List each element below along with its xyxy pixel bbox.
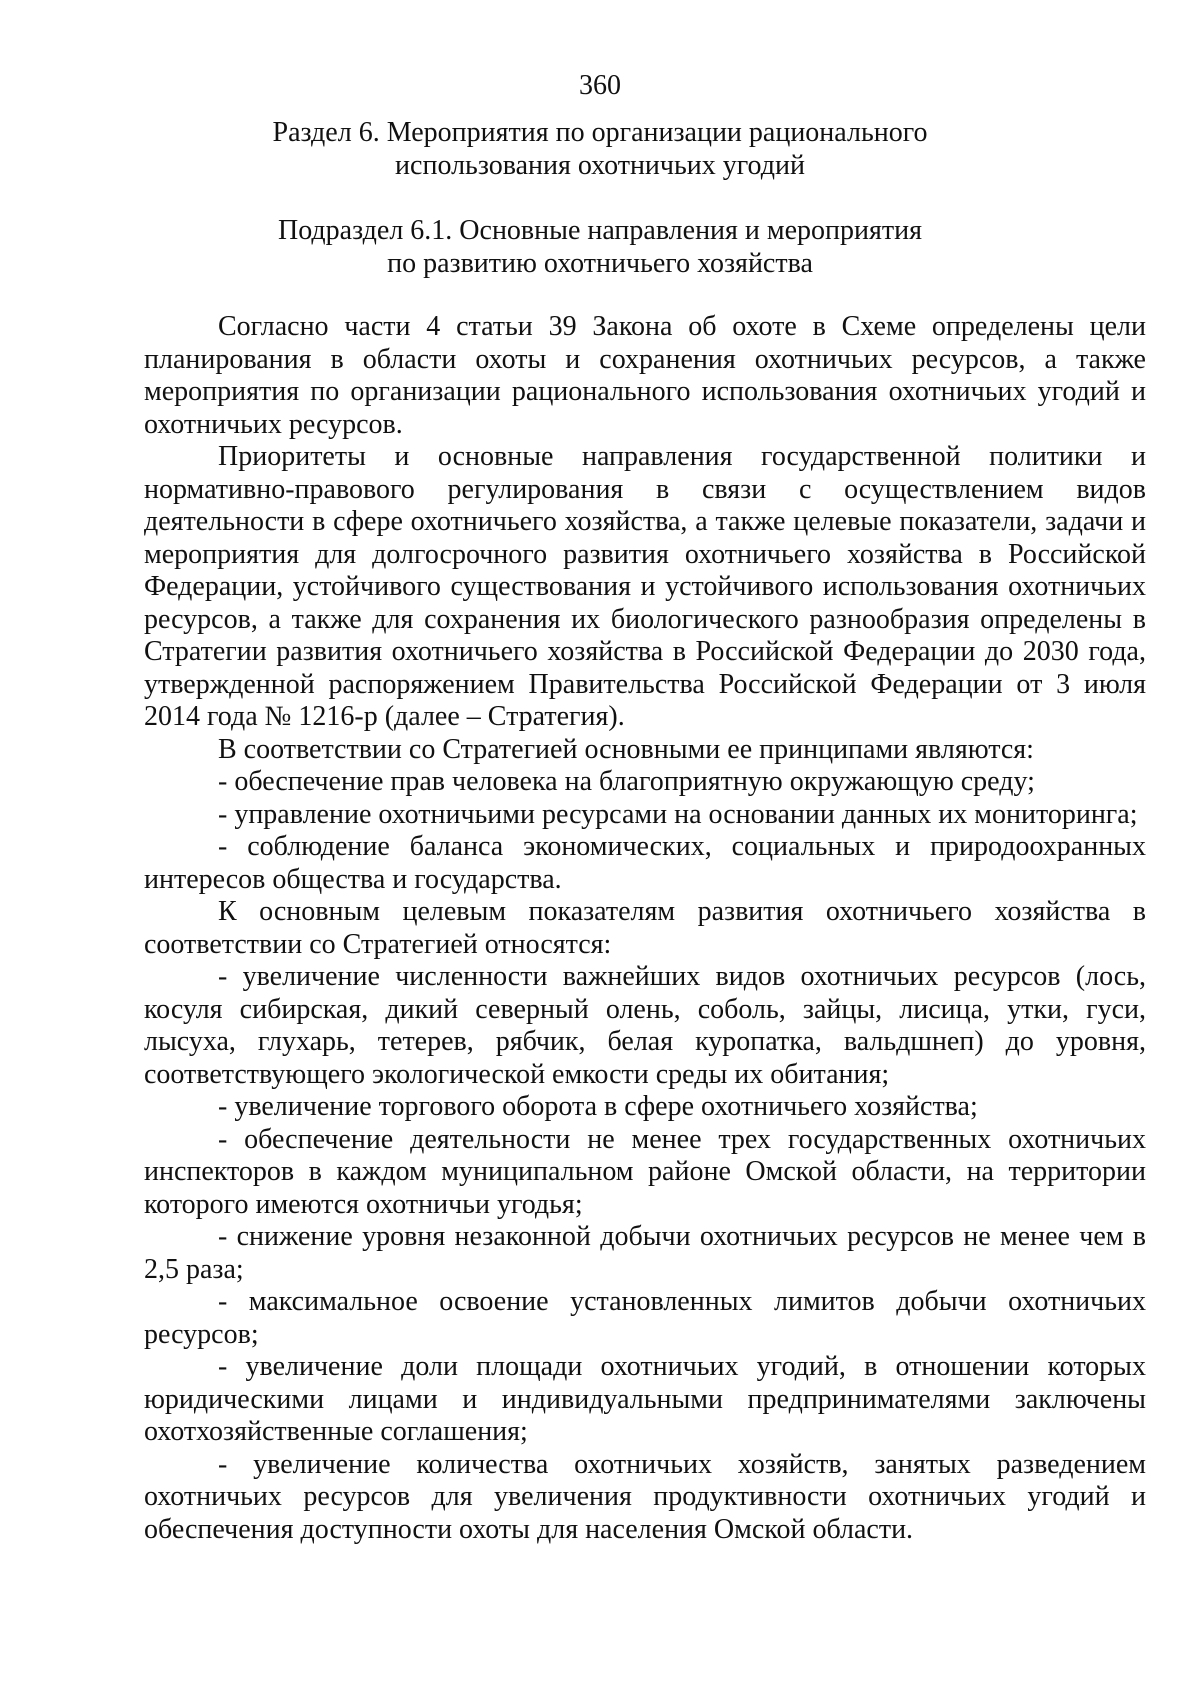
subsection-heading [0, 214, 1200, 280]
page-number: 360 [579, 70, 621, 101]
list-item: - увеличение торгового оборота в сфере охотничьего хозяйства; [218, 1091, 978, 1122]
section-heading-line-2: использования охотничьих угодий [395, 150, 805, 181]
list-item: - снижение уровня незаконной добычи охотничьих ресурсов не менее чем в 2,5 раза; [144, 1221, 1146, 1285]
body-text [144, 311, 1146, 1546]
subsection-heading-line-2: по развитию охотничьего хозяйства [387, 248, 813, 279]
paragraph-indicators-intro: К основным целевым показателям развития охотничьего хозяйства в соответствии со Стратегией относятся: [144, 896, 1146, 960]
list-item: - увеличение количества охотничьих хозяйств, занятых разведением охотничьих ресурсов для увеличения продуктивности охотничьих угодий и обеспечения доступности охоты для населения Омской области. [144, 1448, 1146, 1545]
list-item: - увеличение доли площади охотничьих угодий, в отношении которых юридическими лицами и индивидуальными предпринимателями заключены охотхозяйственные соглашения; [144, 1351, 1146, 1447]
paragraph-principles-intro: В соответствии со Стратегией основными ее принципами являются: [218, 733, 1034, 765]
list-item: - максимальное освоение установленных лимитов добычи охотничьих ресурсов; [144, 1286, 1146, 1350]
list-item: - увеличение численности важнейших видов охотничьих ресурсов (лось, косуля сибирская, дикий северный олень, соболь, зайцы, лисица, утки, гуси, лысуха, глухарь, тетерев, рябчик, белая куропатка, вальдшнеп) до уровня, соответствующего экологической емкости среды их обитания; [144, 961, 1146, 1090]
subsection-heading-line-1: Подраздел 6.1. Основные направления и мероприятия [278, 215, 922, 246]
list-item: - соблюдение баланса экономических, социальных и природоохранных интересов общества и государства. [144, 831, 1146, 895]
list-item: - обеспечение прав человека на благоприятную окружающую среду; [218, 766, 1035, 797]
list-item: - обеспечение деятельности не менее трех государственных охотничьих инспекторов в каждом муниципальном районе Омской области, на территории которого имеются охотничьи угодья; [144, 1123, 1146, 1220]
section-heading [0, 116, 1200, 182]
paragraph-intro: Согласно части 4 статьи 39 Закона об охоте в Схеме определены цели планирования в области охоты и сохранения охотничьих ресурсов, а также мероприятия по организации рационального использования охотничьих угодий и охотничьих ресурсов. [144, 311, 1146, 440]
list-item: - управление охотничьими ресурсами на основании данных их мониторинга; [218, 798, 1138, 830]
section-heading-line-1: Раздел 6. Мероприятия по организации рационального [272, 117, 928, 148]
paragraph-priorities: Приоритеты и основные направления государственной политики и нормативно-правового регулирования в связи с осуществлением видов деятельности в сфере охотничьего хозяйства, а также целевые показатели, задачи и мероприятия для долгосрочного развития охотничьего хозяйства в Российской Федерации, устойчивого существования и устойчивого использования охотничьих ресурсов, а также для сохранения их биологического разнообразия определены в Стратегии развития охотничьего хозяйства в Российской Федерации до 2030 года, утвержденной распоряжением Правительства Российской Федерации от 3 июля 2014 года № 1216-р (далее – Стратегия). [144, 441, 1146, 732]
